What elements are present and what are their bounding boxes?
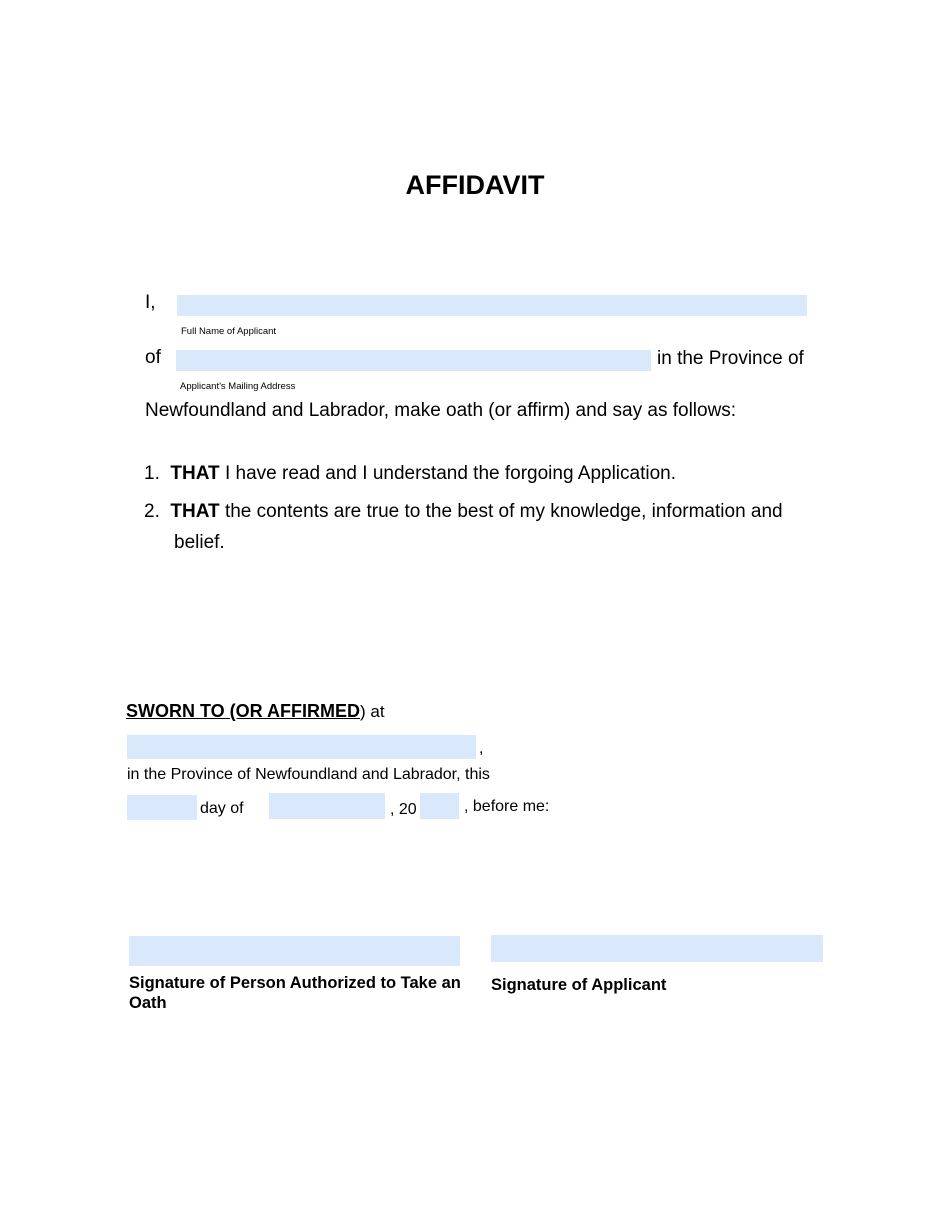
sworn-heading-line [126,702,385,721]
document-title: AFFIDAVIT [405,170,545,200]
sworn-place-field[interactable] [127,735,476,759]
province-suffix: in the Province of [657,348,804,369]
sworn-year-field[interactable] [420,793,459,819]
statement-1-keyword: THAT [170,463,220,484]
applicant-signature-label: Signature of Applicant [491,976,667,994]
day-of-label: day of [200,800,244,817]
statement-2-text: the contents are true to the best of my knowledge, information and [224,501,783,522]
statement-1 [144,463,676,485]
official-signature-label: Signature of Person Authorized to Take an Oath [129,974,461,1012]
statement-2 [144,501,783,523]
i-label: I, [145,292,156,313]
statement-1-number: 1. [144,463,160,484]
applicant-address-field[interactable] [176,350,651,371]
oath-line: Newfoundland and Labrador, make oath (or affirm) and say as follows: [145,400,737,421]
applicant-name-field[interactable] [177,295,807,316]
name-field-hint: Full Name of Applicant [181,326,277,337]
year-prefix: , 20 [390,801,417,818]
sworn-heading-suffix: ) at [359,702,385,721]
statement-2-keyword: THAT [170,501,220,522]
sworn-heading: SWORN TO (OR AFFIRMED [126,701,360,721]
statement-1-text: I have read and I understand the forgoing Application. [224,463,676,484]
statement-2-continuation: belief. [174,532,225,553]
sworn-month-field[interactable] [269,793,385,819]
statement-2-number: 2. [144,501,160,522]
place-comma: , [479,740,484,757]
of-label: of [145,347,161,368]
official-signature-field[interactable] [129,936,460,966]
sworn-day-field[interactable] [127,795,197,820]
applicant-signature-field[interactable] [491,935,823,962]
before-me-label: , before me: [464,798,550,815]
address-field-hint: Applicant's Mailing Address [180,381,296,392]
sworn-province-line: in the Province of Newfoundland and Labrador, this [127,766,490,783]
